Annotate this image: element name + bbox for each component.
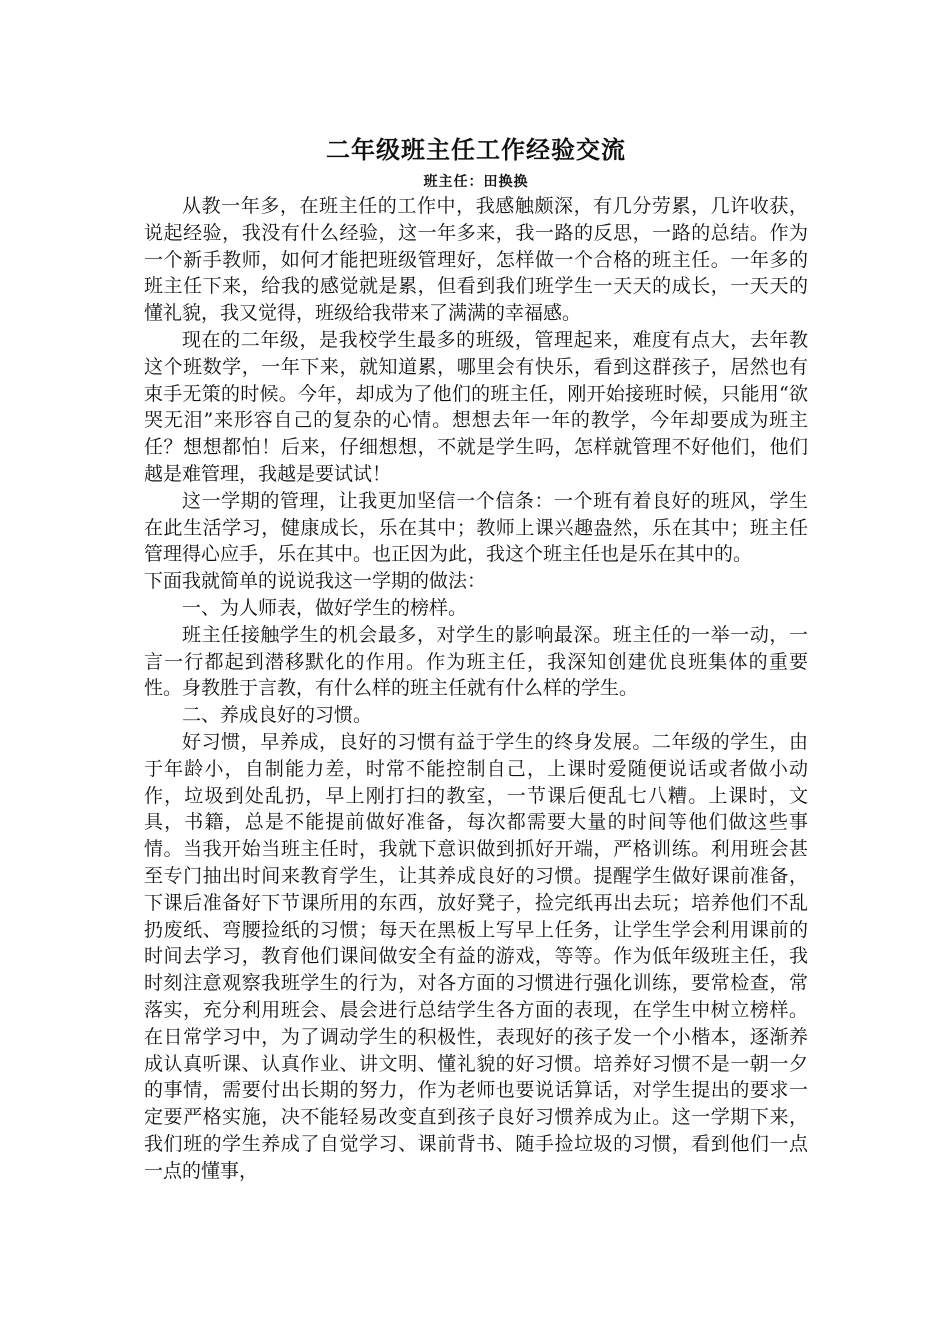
section-heading-2: 二、养成良好的习惯。 xyxy=(182,704,373,727)
section-heading-1: 一、为人师表，做好学生的榜样。 xyxy=(182,596,468,619)
paragraph-methods-intro: 下面我就简单的说说我这一学期的做法： xyxy=(144,570,487,593)
paragraph-role-model: 班主任接触学生的机会最多，对学生的影响最深。班主任的一举一动，一言一行都起到潜移默化的作用。作为班主任，我深知创建优良班集体的重要性。身教胜于言教，有什么样的班主任就有什么样的学生。 xyxy=(144,623,808,700)
document-page xyxy=(144,133,808,1184)
document-title: 二年级班主任工作经验交流 xyxy=(326,136,626,164)
paragraph-class-situation: 现在的二年级，是我校学生最多的班级，管理起来，难度有点大，去年教这个班数学，一年下来，就知道累，哪里会有快乐，看到这群孩子，居然也有束手无策的时候。今年，却成为了他们的班主任，刚开始接班时候，只能用“欲哭无泪”来形容自己的复杂的心情。想想去年一年的教学，今年却要成为班主任？想想都怕！后来，仔细想想，不就是学生吗，怎样就管理不好他们，他们越是难管理，我越是要试试！ xyxy=(144,328,808,485)
document-body xyxy=(144,193,808,1184)
paragraph-intro: 从教一年多，在班主任的工作中，我感触颇深，有几分劳累，几许收获，说起经验，我没有什么经验，这一年多来，我一路的反思，一路的总结。作为一个新手教师，如何才能把班级管理好，怎样做一个合格的班主任。一年多的班主任下来，给我的感觉就是累，但看到我们班学生一天天的成长，一天天的懂礼貌，我又觉得，班级给我带来了满满的幸福感。 xyxy=(144,195,808,325)
paragraph-good-habits: 好习惯，早养成，良好的习惯有益于学生的终身发展。二年级的学生，由于年龄小，自制能力差，时常不能控制自己，上课时爱随便说话或者做小动作，垃圾到处乱扔，早上刚打扫的教室，一节课后便乱七八糟。上课时，文具，书籍，总是不能提前做好准备，每次都需要大量的时间等他们做这些事情。当我开始当班主任时，我就下意识做到抓好开端，严格训练。利用班会甚至专门抽出时间来教育学生，让其养成良好的习惯。提醒学生做好课前准备，下课后准备好下节课所用的东西，放好凳子，捡完纸再出去玩；培养他们不乱扔废纸、弯腰捡纸的习惯；每天在黑板上写早上任务，让学生学会利用课前的时间去学习，教育他们课间做安全有益的游戏，等等。作为低年级班主任，我时刻注意观察我班学生的行为，对各方面的习惯进行强化训练，要常检查，常落实，充分利用班会、晨会进行总结学生各方面的表现，在学生中树立榜样。在日常学习中，为了调动学生的积极性，表现好的孩子发一个小楷本，逐渐养成认真听课、认真作业、讲文明、懂礼貌的好习惯。培养好习惯不是一朝一夕的事情，需要付出长期的努力，作为老师也要说话算话，对学生提出的要求一定要严格实施，决不能轻易改变直到孩子良好习惯养成为止。这一学期下来，我们班的学生养成了自觉学习、课前背书、随手捡垃圾的习惯，看到他们一点一点的懂事， xyxy=(144,730,808,1182)
author-line: 班主任：田换换 xyxy=(423,174,529,190)
paragraph-belief: 这一学期的管理，让我更加坚信一个信条：一个班有着良好的班风，学生在此生活学习，健康成长，乐在其中；教师上课兴趣盎然，乐在其中；班主任管理得心应手，乐在其中。也正因为此，我这个班主任也是乐在其中的。 xyxy=(144,489,808,566)
